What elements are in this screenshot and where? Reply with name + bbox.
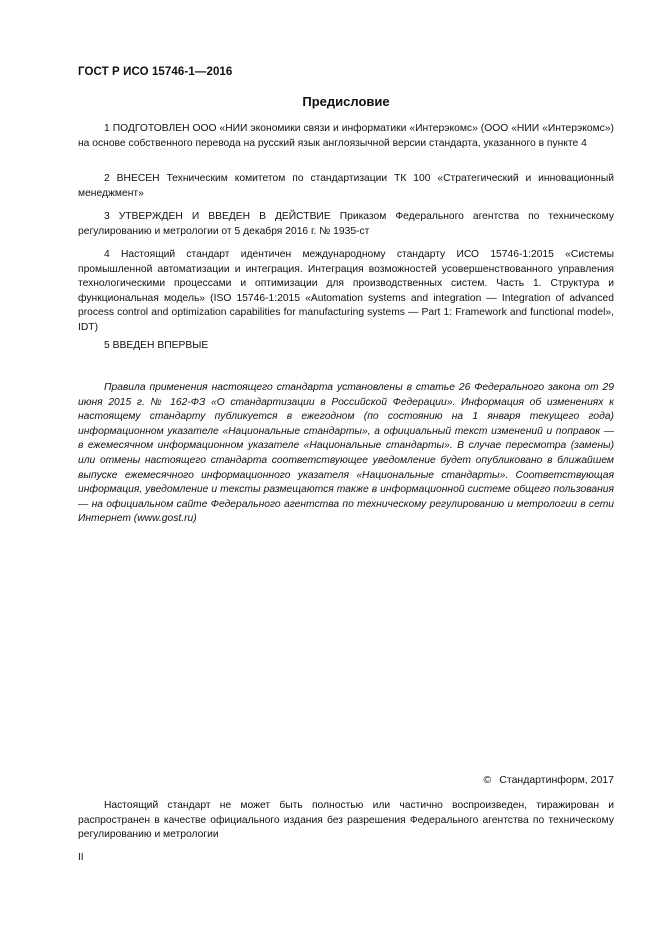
standard-code: ГОСТ Р ИСО 15746-1—2016 [78,66,233,78]
copyright-symbol: © [483,774,492,786]
preface-item-2: 2 ВНЕСЕН Техническим комитетом по стандартизации ТК 100 «Стратегический и инновационный менеджмент» [78,173,614,199]
preface-item-5: 5 ВВЕДЕН ВПЕРВЫЕ [104,340,209,351]
copyright-text: Стандартинформ, 2017 [499,774,614,786]
preface-item-3: 3 УТВЕРЖДЕН И ВВЕДЕН В ДЕЙСТВИЕ Приказом Федерального агентства по техническому регулированию и метрологии от 5 декабря 2016 г. № 1935-ст [78,211,614,237]
preface-title: Предисловие [302,94,390,109]
reproduction-notice: Настоящий стандарт не может быть полностью или частично воспроизведен, тиражирован и распространен в качестве официального издания без разрешения Федерального агентства по техническому регулированию и метрологии [78,800,614,841]
preface-item-4: 4 Настоящий стандарт идентичен международному стандарту ИСО 15746-1:2015 «Системы промышленной автоматизации и интеграция. Интеграция возможностей усовершенствованного управления технологическими процессами и оптимизации для производственных систем. Часть 1. Структура и функциональная модель» (ISO 15746-1:2015 «Automation systems and integration — Integration of advanced process control and optimization capabilities for manufacturing systems — Part 1: Framework and functional model», IDT) [78,249,614,333]
preface-item-1: 1 ПОДГОТОВЛЕН ООО «НИИ экономики связи и информатики «Интерэкомс» (ООО «НИИ «Интерэкомс») на основе собственного перевода на русский язык англоязычной версии стандарта, указанного в пункте 4 [78,123,614,149]
page-number: II [78,852,84,863]
application-rules-notice: Правила применения настоящего стандарта установлены в статье 26 Федерального закона от 29 июня 2015 г. № 162-ФЗ «О стандартизации в Российской Федерации». Информация об изменениях к настоящему стандарту публикуется в ежегодном (по состоянию на 1 января текущего года) информационном указателе «Национальные стандарты», а официальный текст изменений и поправок — в ежемесячном информационном указателе «Национальные стандарты». В случае пересмотра (замены) или отмены настоящего стандарта соответствующее уведомление будет опубликовано в ближайшем выпуске ежемесячного информационного указателя «Национальные стандарты». Соответствующая информация, уведомление и тексты размещаются также в информационной системе общего пользования — на официальном сайте Федерального агентства по техническому регулированию и метрологии в сети Интернет (www.gost.ru) [78,382,614,525]
copyright [484,774,614,786]
